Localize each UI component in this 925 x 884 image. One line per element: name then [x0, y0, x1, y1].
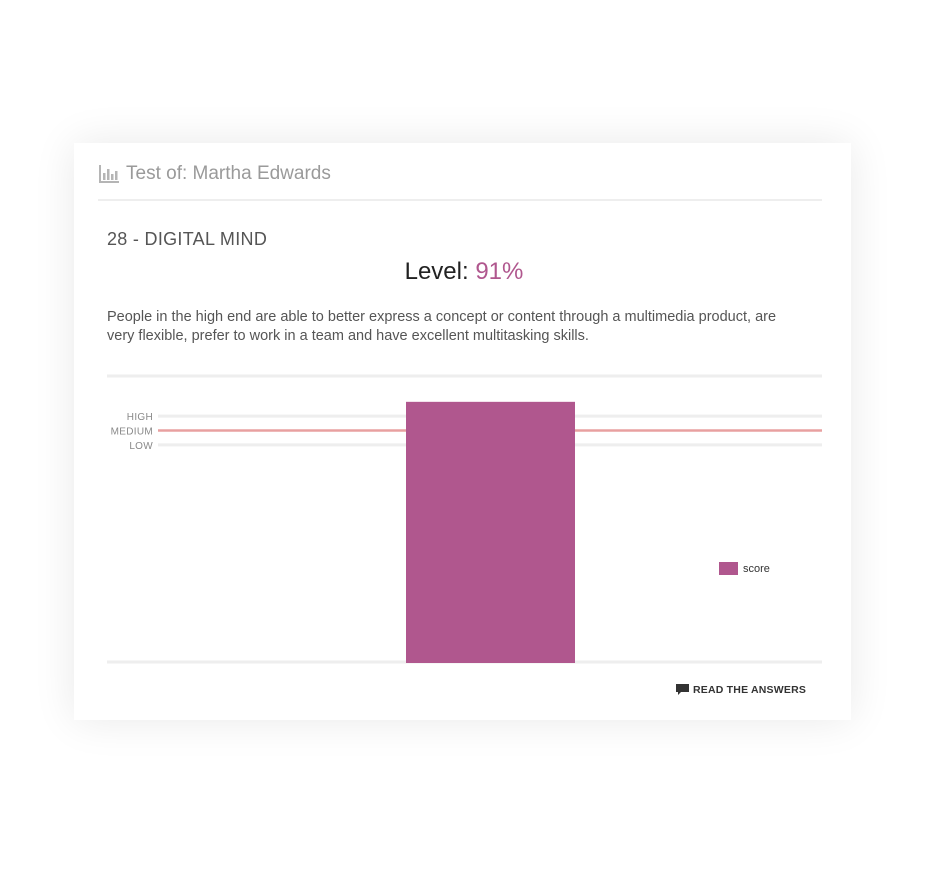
reference-label-high: HIGH — [126, 412, 153, 424]
level-label: Level: — [404, 258, 469, 285]
read-answers-label: READ THE ANSWERS — [693, 684, 807, 696]
legend-label-score: score — [743, 563, 770, 575]
card-title: Test of: Martha Edwards — [126, 163, 331, 184]
test-result-card — [74, 143, 851, 720]
score-chart — [74, 143, 851, 673]
section-title: 28 - DIGITAL MIND — [107, 229, 268, 249]
comment-icon — [676, 684, 689, 696]
reference-label-low: LOW — [129, 440, 153, 452]
level-value: 91% — [475, 258, 524, 285]
section-description: People in the high end are able to better express a concept or content through a multimedia product, are very flexible, prefer to work in a team and have excellent multitasking skills. — [107, 309, 777, 344]
read-answers-button[interactable] — [676, 684, 806, 696]
legend-swatch-score — [719, 562, 738, 575]
bar-score — [406, 402, 575, 663]
reference-label-medium: MEDIUM — [110, 426, 153, 438]
